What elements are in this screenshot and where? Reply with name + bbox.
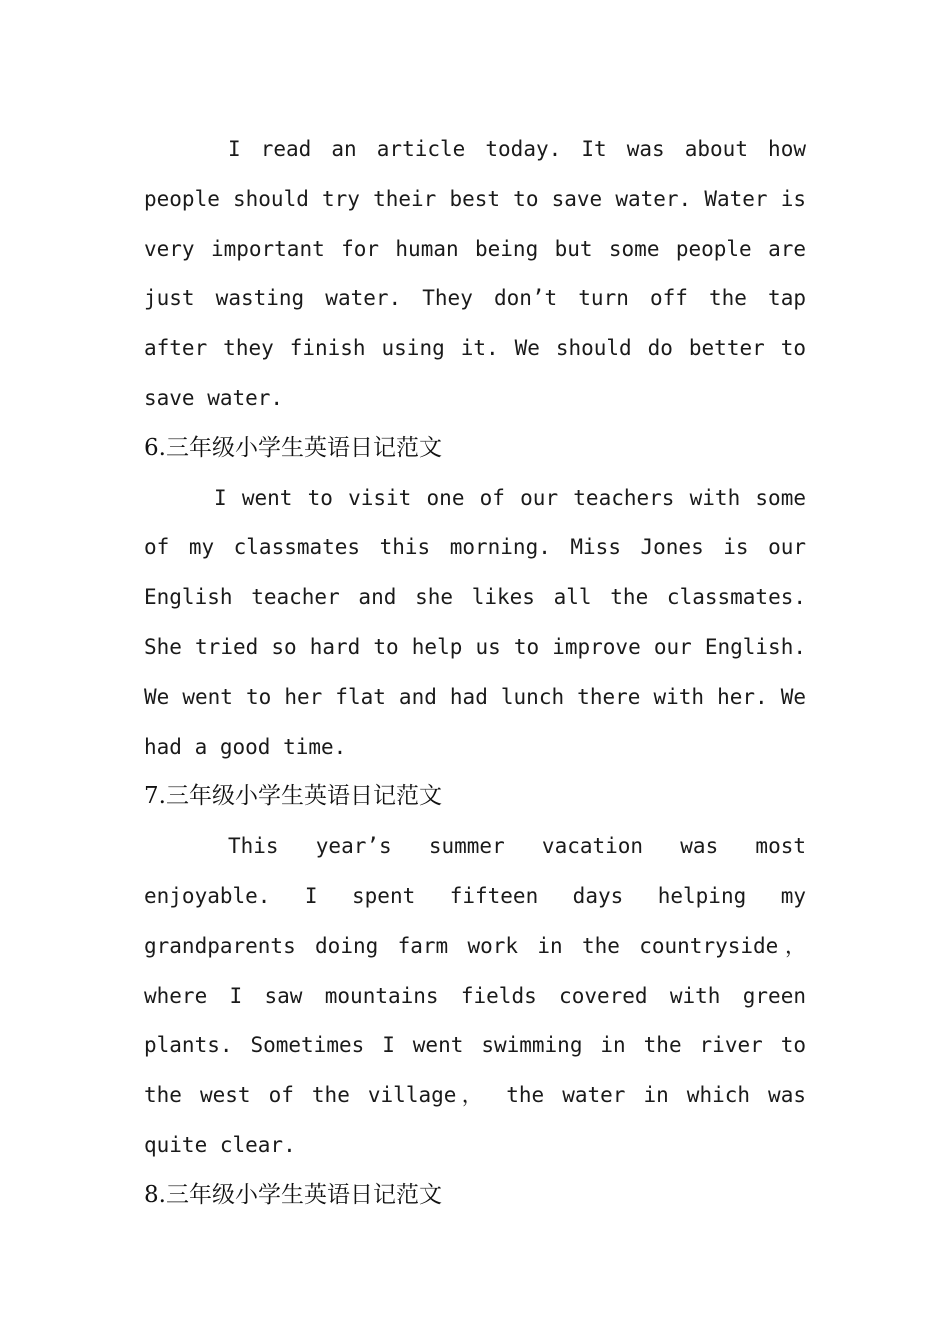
document-body [144, 125, 806, 1221]
heading-diary-6: 6.三年级小学生英语日记范文 [144, 434, 442, 461]
heading-diary-7: 7.三年级小学生英语日记范文 [144, 783, 442, 810]
paragraph-save-water: I read an article today. It was about how people should try their best to save water. Water is very important for human being but some people are just wasting water. They don’t turn off the tap after they finish using it. We should do better to save water. [144, 137, 806, 410]
paragraph-summer-vacation: This year’s summer vacation was most enjoyable. I spent fifteen days helping my grandparents doing farm work in the countryside， where I saw mountains fields covered with green plants. Sometimes I went swimming in the river to the west of the village， the water in which was quite clear. [144, 834, 806, 1157]
heading-diary-8: 8.三年级小学生英语日记范文 [144, 1181, 442, 1208]
paragraph-visit-teacher: I went to visit one of our teachers with some of my classmates this morning. Miss Jones is our English teacher and she likes all the classmates. She tried so hard to help us to improve our English. We went to her flat and had lunch there with her. We had a good time. [144, 485, 806, 759]
